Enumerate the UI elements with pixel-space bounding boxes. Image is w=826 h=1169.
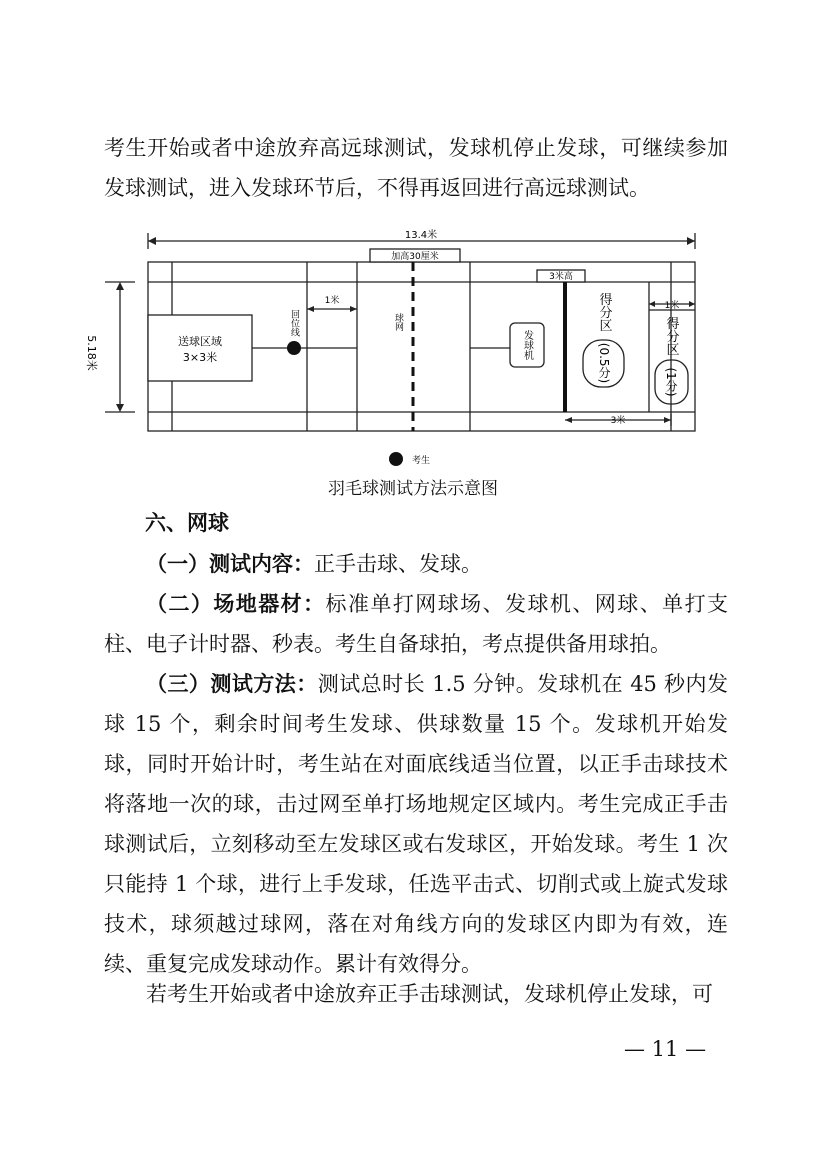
section-heading: 六、网球 [145, 510, 229, 535]
method-text: 测试总时长 1.5 分钟。发球机在 45 秒内发球 15 个，剩余时间考生发球、供球数量 15 个。发球机开始发球，同时开始计时，考生站在对面底线适当位置，以正手击球技术将落地一次的球，击过网至单打场地规定区域内。考生完成正手击球测试后，立刻移动至左发球区或右发球区，开始发球。考生 1 次只能持 1 个球，进行上手发球，任选平击式、切削式或上旋式发球技术，球须越过球网，落在对角线方向的发球区内即为有效，连续、重复完成发球动作。累计有效得分。 [104, 672, 728, 976]
abandon-paragraph: 若考生开始或者中途放弃正手击球测试，发球机停止发球，可 [146, 982, 713, 1006]
return-line-label: 回位线 [289, 309, 299, 337]
equipment-label: （二）场地器材： [146, 591, 326, 616]
test-content-paragraph [104, 544, 728, 584]
machine-label: 发球机 [521, 330, 533, 360]
height-label: 5.18米 [85, 335, 98, 371]
method-paragraph [104, 664, 728, 984]
player-position-dot [287, 341, 301, 355]
equipment-paragraph [104, 584, 728, 664]
raise-label: 加高30厘米 [391, 252, 439, 262]
method-label: （三）测试方法： [146, 671, 318, 696]
width-label: 13.4米 [404, 230, 438, 241]
test-content-label: （一）测试内容： [146, 551, 314, 576]
one-meter-left-label: 1米 [324, 296, 340, 306]
three-meter-bottom-label: 3米 [610, 416, 626, 426]
one-meter-right-label: 1米 [664, 301, 680, 311]
send-zone-label: 送球区域 [178, 335, 222, 348]
net-label: 球网 [393, 313, 403, 331]
diagram-caption: 羽毛球测试方法示意图 [328, 479, 498, 499]
test-content-text: 正手击球、发球。 [314, 552, 482, 576]
send-zone-size-label: 3×3米 [182, 351, 218, 364]
score-one-title: 得分区 [663, 316, 679, 356]
intro-paragraph: 考生开始或者中途放弃高远球测试，发球机停止发球，可继续参加发球测试，进入发球环节后，不得再返回进行高远球测试。 [104, 136, 728, 200]
badminton-diagram [0, 0, 826, 470]
score-half-title: 得分区 [596, 292, 612, 332]
score-one-value: (1分) [664, 367, 678, 397]
legend-dot [389, 452, 403, 466]
equipment-text: 标准单打网球场、发球机、网球、单打支柱、电子计时器、秒表。考生自备球拍，考点提供备用球拍。 [104, 592, 729, 656]
send-zone-box [148, 315, 252, 381]
page-number: — 11 — [624, 1037, 707, 1061]
score-half-value: (0.5分) [597, 342, 611, 384]
three-meter-high-label: 3米高 [549, 272, 573, 282]
legend-label: 考生 [412, 456, 431, 466]
